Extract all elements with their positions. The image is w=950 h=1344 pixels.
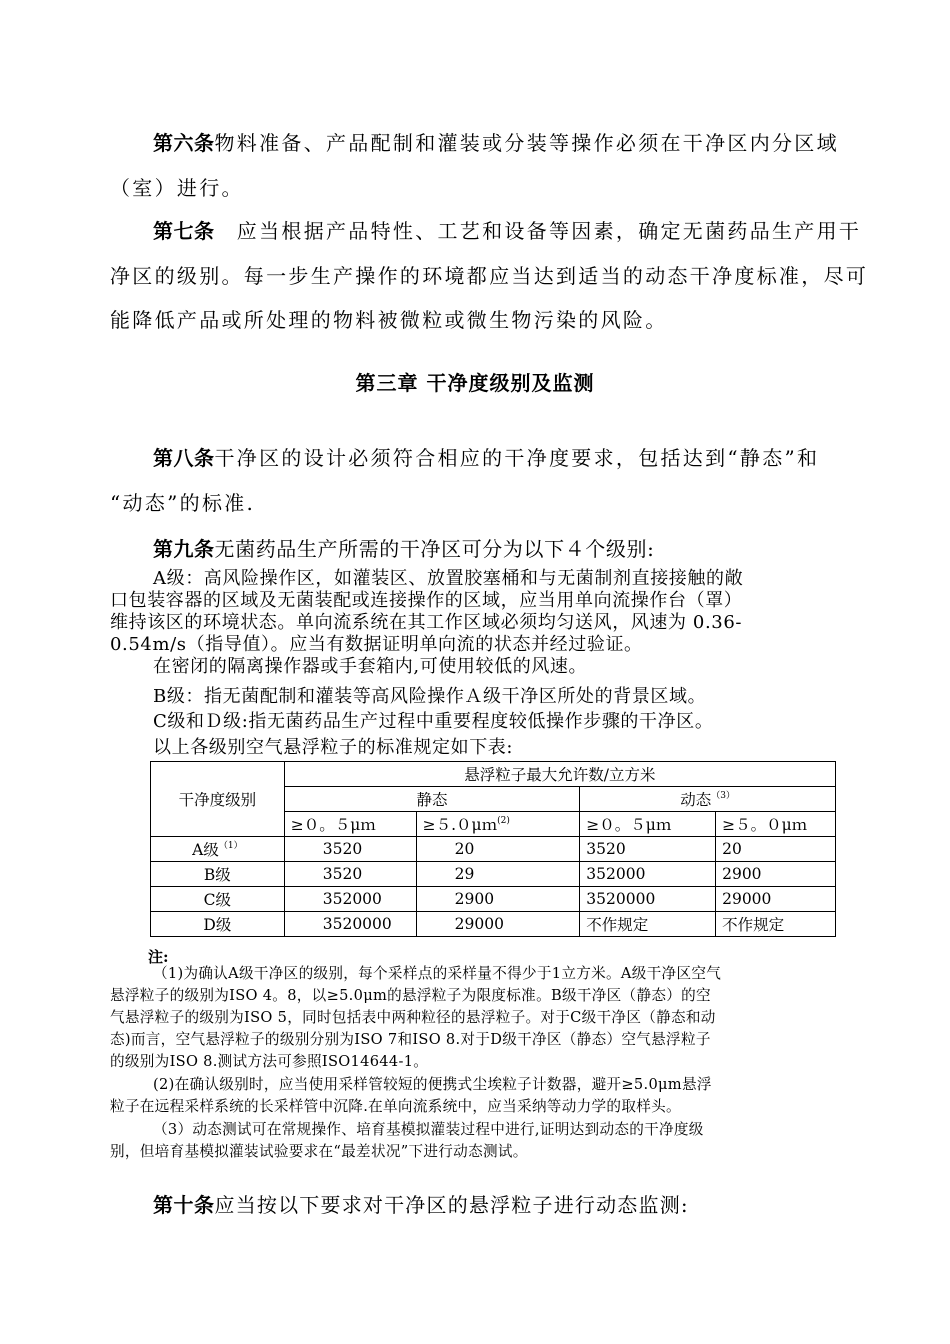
article9-b: B级：指无菌配制和灌装等高风险操作Ａ级干净区所处的背景区域。 [153,686,707,707]
note1-line4: 态)而言，空气悬浮粒子的级别分别为ISO 7和ISO 8.对于D级干净区（静态）空气悬浮粒子 [110,1031,711,1048]
article7-line2: 净区的级别。每一步生产操作的环境都应当达到适当的动态干净度标准，尽可 [110,264,869,288]
size-dynamic-05: ≥０。５μｍ [580,812,716,837]
table-row [151,862,836,887]
value-cell: 352000 [580,862,716,887]
grade-cell: A级$^{(1)}$ [151,837,285,862]
grade-cell: D级 [151,912,285,937]
value-cell: 不作规定 [716,912,836,937]
notes-label: 注: [148,948,169,966]
size-footnote-ref: (2) [497,816,510,826]
article6-label: 第六条 [153,131,215,155]
article9-a-line1: A级：高风险操作区，如灌装区、放置胶塞桶和与无菌制剂直接接触的敞 [153,568,744,589]
article9-cd: C级和Ｄ级:指无菌药品生产过程中重要程度较低操作步骤的干净区。 [153,711,714,732]
grade-cell: C级 [151,887,285,912]
article9-a-line5: 在密闭的隔离操作器或手套箱内,可使用较低的风速。 [153,656,588,677]
value-cell: 29 [416,862,580,887]
article9-a-line4: 0.54m/s（指导值）。应当有数据证明单向流的状态并经过验证。 [110,634,643,655]
value-cell: 2900 [416,887,580,912]
dynamic-footnote-ref: （3） [711,791,736,801]
value-cell: 352000 [284,887,416,912]
grade-cell: B级 [151,862,285,887]
max-count-header: 悬浮粒子最大允许数/立方米 [284,762,835,787]
value-cell: 29000 [416,912,580,937]
value-cell: 2900 [716,862,836,887]
note2-line1: (2)在确认级别时，应当使用采样管较短的便携式尘埃粒子计数器，避开≥5.0μm悬浮 [153,1076,712,1093]
value-cell: 3520000 [580,887,716,912]
chapter-title: 第三章 干净度级别及监测 [355,371,595,395]
article7-line3: 能降低产品或所处理的物料被微粒或微生物污染的风险。 [110,308,668,332]
article6-line2: （室）进行。 [110,176,244,200]
value-cell: 不作规定 [580,912,716,937]
article9-table-intro: 以上各级别空气悬浮粒子的标准规定如下表: [153,737,514,758]
static-header: 静态 [284,787,580,812]
value-cell: 3520 [284,837,416,862]
article6-line1: 第六条物料准备、产品配制和灌装或分装等操作必须在干净区内分区域 [153,131,839,155]
note1-line2: 悬浮粒子的级别为ISO 4。8，以≥5.0μm的悬浮粒子为限度标准。B级干净区（静态）的空 [110,987,711,1004]
article9-intro: 第九条无菌药品生产所需的干净区可分为以下４个级别: [153,537,655,561]
grade-footnote-ref: （1） [218,841,243,851]
article9-label: 第九条 [153,537,215,561]
size-dynamic-50: ≥５。０μｍ [716,812,836,837]
note2-line2: 粒子在远程采样系统的长采样管中沉降.在单向流系统中，应当采纳等动力学的取样头。 [110,1098,681,1115]
grade-header: 干净度级别 [151,762,285,837]
dynamic-header: 动态$^{(3)}$ [580,787,836,812]
article10: 第十条应当按以下要求对干净区的悬浮粒子进行动态监测: [153,1193,689,1217]
value-cell: 3520 [580,837,716,862]
note1-line5: 的级别为ISO 8.测试方法可参照ISO14644-1。 [110,1053,429,1070]
table-header-row [151,762,836,787]
article8-line2: “动态”的标准. [110,491,256,515]
value-cell: 20 [416,837,580,862]
table-row [151,912,836,937]
value-cell: 3520 [284,862,416,887]
value-cell: 20 [716,837,836,862]
note3-line1: （3）动态测试可在常规操作、培育基模拟灌装过程中进行,证明达到动态的干净度级 [153,1121,704,1138]
table-row [151,837,836,862]
value-cell: 3520000 [284,912,416,937]
note3-line2: 别，但培育基模拟灌装试验要求在“最差状况”下进行动态测试。 [110,1143,528,1160]
size-static-05: ≥０。５μｍ [284,812,416,837]
article10-label: 第十条 [153,1193,215,1217]
article8-line1: 第八条干净区的设计必须符合相应的干净度要求，包括达到“静态”和 [153,446,820,470]
article8-label: 第八条 [153,446,215,470]
size-static-50: ≥５.０μｍ$^{(2)}$ [416,812,580,837]
note1-line1: （1)为确认A级干净区的级别，每个采样点的采样量不得少于1立方米。A级干净区空气 [153,965,722,982]
note1-line3: 气悬浮粒子的级别为ISO 5，同时包括表中两种粒径的悬浮粒子。对于C级干净区（静态和动 [110,1009,716,1026]
article7-label: 第七条 [153,219,215,243]
value-cell: 29000 [716,887,836,912]
cleanroom-particle-table [150,761,836,937]
table-row [151,887,836,912]
article7-line1: 第七条 应当根据产品特性、工艺和设备等因素，确定无菌药品生产用干 [153,219,862,243]
article9-a-line2: 口包装容器的区域及无菌装配或连接操作的区域，应当用单向流操作台（罩） [110,590,743,611]
article9-a-line3: 维持该区的环境状态。单向流系统在其工作区域必须均匀送风，风速为 0.36- [110,612,743,633]
